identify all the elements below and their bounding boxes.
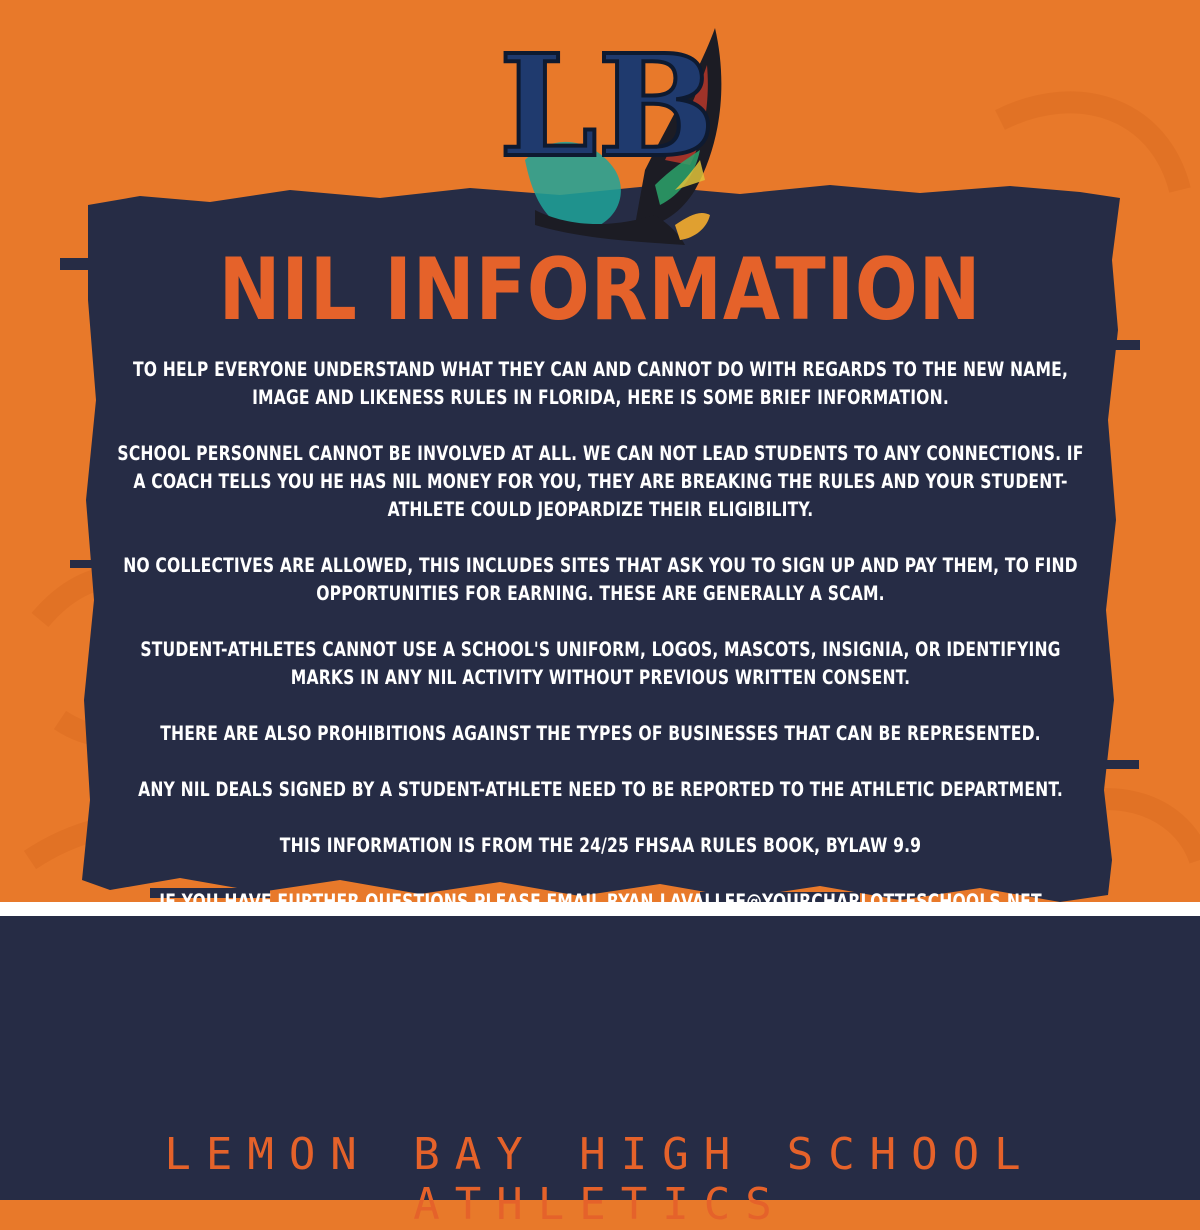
info-body	[110, 342, 1090, 916]
info-paragraph-source: THIS INFORMATION IS FROM THE 24/25 FHSAA RULES BOOK, BYLAW 9.9	[279, 834, 922, 857]
info-paragraph-uniform: STUDENT-ATHLETES CANNOT USE A SCHOOL'S UNIFORM, LOGOS, MASCOTS, INSIGNIA, OR IDENTIFYING MARKS IN ANY NIL ACTIVITY WITHOUT PREVIOUS WRITTEN CONSENT.	[140, 638, 1061, 689]
info-paragraph-collectives: NO COLLECTIVES ARE ALLOWED, THIS INCLUDES SITES THAT ASK YOU TO SIGN UP AND PAY THEM, TO FIND OPPORTUNITIES FOR EARNING. THESE ARE GENERALLY A SCAM.	[123, 554, 1078, 605]
info-paragraph-personnel: SCHOOL PERSONNEL CANNOT BE INVOLVED AT ALL. WE CAN NOT LEAD STUDENTS TO ANY CONNECTIONS. IF A COACH TELLS YOU HE HAS NIL MONEY FOR YOU, THEY ARE BREAKING THE RULES AND YOUR STUDENT-ATHLETE COULD JEOPARDIZE THEIR ELIGIBILITY.	[117, 442, 1084, 521]
footer-title: LEMON BAY HIGH SCHOOL ATHLETICS	[164, 1129, 1036, 1230]
page-title: NIL INFORMATION	[218, 240, 982, 340]
info-paragraph-prohibitions: THERE ARE ALSO PROHIBITIONS AGAINST THE TYPES OF BUSINESSES THAT CAN BE REPRESENTED.	[160, 722, 1041, 745]
info-paragraph-intro: TO HELP EVERYONE UNDERSTAND WHAT THEY CAN AND CANNOT DO WITH REGARDS TO THE NEW NAME, IMAGE AND LIKENESS RULES IN FLORIDA, HERE IS SOME BRIEF INFORMATION.	[132, 358, 1069, 409]
school-logo	[495, 20, 735, 250]
info-paragraph-reporting: ANY NIL DEALS SIGNED BY A STUDENT-ATHLETE NEED TO BE REPORTED TO THE ATHLETIC DEPARTMENT.	[138, 778, 1063, 801]
footer-divider	[0, 902, 1200, 916]
logo-monogram: LB	[499, 25, 716, 189]
